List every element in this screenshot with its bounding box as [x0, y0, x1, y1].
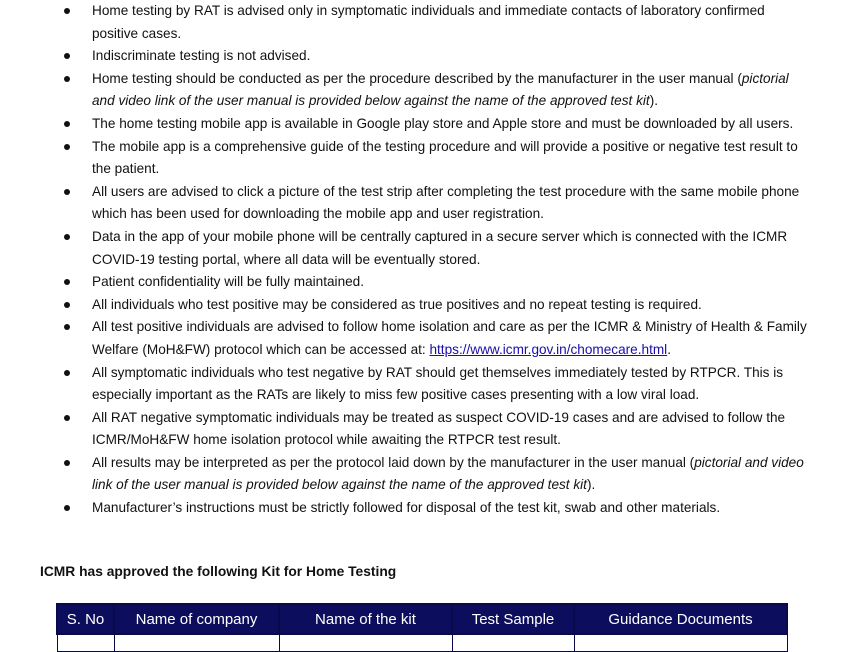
list-item	[62, 0, 807, 45]
section-heading: ICMR has approved the following Kit for Home Testing	[40, 564, 397, 579]
list-item-text: All users are advised to click a picture of the test strip after completing the test procedure with the same mobile phone which has been used for downloading the mobile app and user registration.	[92, 183, 800, 222]
list-item	[62, 136, 807, 181]
list-item-italic-text: pictorial and video link of the user manual is provided below against the name of the approved test kit	[92, 454, 804, 493]
guidelines-list	[62, 0, 807, 520]
column-header-guidance-documents: Guidance Documents	[574, 604, 787, 634]
list-item	[62, 271, 807, 294]
list-item-text: The home testing mobile app is available in Google play store and Apple store and must be downloaded by all users.	[92, 115, 794, 131]
bullet-icon	[64, 189, 70, 195]
bullet-icon	[64, 415, 70, 421]
list-item	[62, 68, 807, 113]
column-header-sno: S. No	[57, 604, 114, 634]
bullet-icon	[64, 279, 70, 285]
bullet-icon	[64, 53, 70, 59]
list-item-text: All individuals who test positive may be considered as true positives and no repeat testing is required.	[92, 296, 702, 312]
table-cell	[452, 634, 574, 652]
list-item-text: Indiscriminate testing is not advised.	[92, 48, 311, 64]
bullet-icon	[64, 234, 70, 240]
list-item	[62, 407, 807, 452]
list-item	[62, 45, 807, 68]
bullet-icon	[64, 505, 70, 511]
homecare-protocol-link[interactable]: https://www.icmr.gov.in/chomecare.html	[429, 341, 668, 357]
list-item-text: All symptomatic individuals who test negative by RAT should get themselves immediately tested by RTPCR. This is especially important as the RATs are likely to miss few positive cases presenting with a low viral load.	[92, 364, 784, 403]
list-item-text: ).	[649, 93, 658, 109]
approved-kits-table	[56, 603, 788, 652]
bullet-icon	[64, 302, 70, 308]
table-cell	[574, 634, 787, 652]
bullet-icon	[64, 121, 70, 127]
bullet-icon	[64, 370, 70, 376]
table-header-row	[57, 604, 787, 634]
list-item-text: ).	[586, 477, 596, 493]
list-item-text: Manufacturer’s instructions must be strictly followed for disposal of the test kit, swab and other materials.	[92, 500, 721, 516]
bullet-icon	[64, 460, 70, 466]
column-header-test-sample: Test Sample	[452, 604, 574, 634]
table-cell	[279, 634, 452, 652]
list-item	[62, 181, 807, 226]
list-item	[62, 362, 807, 407]
table-cell	[57, 634, 114, 652]
list-item	[62, 497, 807, 520]
list-item	[62, 113, 807, 136]
list-item-text: All test positive individuals are advised to follow home isolation and care as per the ICMR & Ministry of Health & Family Welfare (MoH&FW) protocol which can be accessed at:	[92, 319, 807, 357]
bullet-icon	[64, 76, 70, 82]
table-cell	[114, 634, 279, 652]
list-item-text: The mobile app is a comprehensive guide of the testing procedure and will provide a positive or negative test result to the patient.	[92, 138, 798, 177]
list-item	[62, 226, 807, 271]
bullet-icon	[64, 324, 70, 330]
table-row	[57, 634, 787, 652]
list-item-text: Home testing by RAT is advised only in symptomatic individuals and immediate contacts of laboratory confirmed positive cases.	[92, 3, 765, 41]
list-item-italic-text: pictorial and video link of the user manual is provided below against the name of the approved test kit	[92, 70, 789, 109]
list-item-text: .	[667, 341, 671, 357]
list-item-text: All RAT negative symptomatic individuals may be treated as suspect COVID-19 cases and are advised to follow the ICMR/MoH&FW home isolation protocol while awaiting the RTPCR test result.	[92, 409, 786, 448]
list-item	[62, 316, 807, 361]
column-header-kit-name: Name of the kit	[279, 604, 452, 634]
list-item	[62, 452, 807, 497]
list-item-text: Home testing should be conducted as per the procedure described by the manufacturer in the user manual (	[92, 70, 742, 86]
list-item-text: Data in the app of your mobile phone will be centrally captured in a secure server which is connected with the ICMR COVID-19 testing portal, where all data will be eventually stored.	[92, 228, 788, 267]
list-item-text: All results may be interpreted as per the protocol laid down by the manufacturer in the user manual (	[92, 454, 695, 470]
bullet-icon	[64, 8, 70, 14]
list-item	[62, 294, 807, 317]
bullet-icon	[64, 144, 70, 150]
list-item-text: Patient confidentiality will be fully maintained.	[92, 274, 365, 290]
column-header-company: Name of company	[114, 604, 279, 634]
